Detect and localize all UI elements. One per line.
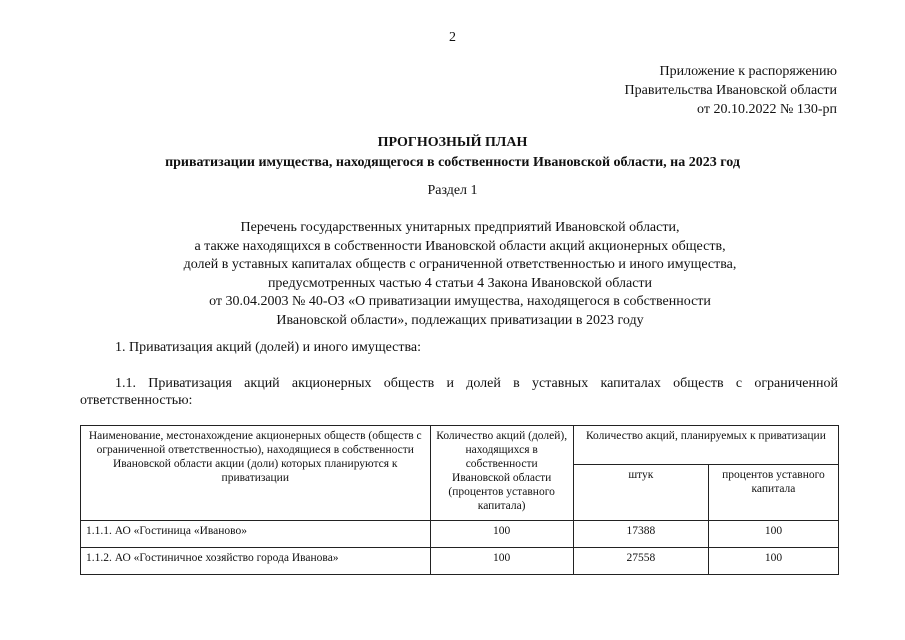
header-percent: процентов уставного капитала: [708, 465, 838, 521]
header-name: Наименование, местонахождение акционерных обществ (обществ с ограниченной ответственностью), находящиеся в собственности Ивановской области акции (доли) которых планируются к приватизации: [81, 426, 431, 521]
privatization-table: [80, 425, 839, 575]
row-name: 1.1.1. АО «Гостиница «Иваново»: [81, 521, 431, 548]
description-line: Ивановской области», подлежащих приватизации в 2023 году: [276, 312, 644, 328]
title-line: ПРОГНОЗНЫЙ ПЛАН: [377, 135, 528, 150]
description-line: предусмотренных частью 4 статьи 4 Закона Ивановской области: [267, 275, 653, 291]
table-row: [81, 521, 839, 548]
table-row: [81, 548, 839, 575]
appendix-line: от 20.10.2022 № 130-рп: [697, 102, 837, 117]
row-shares: 17388: [573, 521, 708, 548]
row-shares: 27558: [573, 548, 708, 575]
title-line: приватизации имущества, находящегося в собственности Ивановской области, на 2023 год: [165, 155, 740, 170]
document-title: [0, 133, 905, 173]
description-line: от 30.04.2003 № 40-ОЗ «О приватизации имущества, находящегося в собственности: [209, 294, 711, 309]
description-line: а также находящихся в собственности Ивановской области акций акционерных обществ,: [194, 238, 726, 254]
section-heading: Раздел 1: [427, 183, 478, 198]
row-percent: 100: [708, 548, 838, 575]
description-line: Перечень государственных унитарных предприятий Ивановской области,: [240, 220, 680, 235]
row-percent: 100: [708, 521, 838, 548]
appendix-line: Правительства Ивановской области: [624, 83, 837, 98]
header-shares: штук: [573, 465, 708, 521]
page-number: 2: [449, 30, 456, 45]
description-line: долей в уставных капиталах обществ с ограниченной ответственностью и иного имущества,: [183, 257, 737, 272]
appendix-reference: [625, 62, 837, 119]
row-count: 100: [430, 548, 573, 575]
table-header-row: [81, 426, 839, 465]
list-description: [80, 219, 840, 330]
appendix-line: Приложение к распоряжению: [659, 64, 837, 79]
header-planned: Количество акций, планируемых к приватизации: [573, 426, 838, 465]
paragraph-1-1: 1.1. Приватизация акций акционерных обществ и долей в уставных капиталах обществ с ограниченной ответственностью:: [80, 376, 838, 408]
row-name: 1.1.2. АО «Гостиничное хозяйство города Иванова»: [81, 548, 431, 575]
row-count: 100: [430, 521, 573, 548]
paragraph-1: 1. Приватизация акций (долей) и иного имущества:: [115, 340, 422, 355]
header-count: Количество акций (долей), находящихся в собственности Ивановской области (процентов уставного капитала): [430, 426, 573, 521]
